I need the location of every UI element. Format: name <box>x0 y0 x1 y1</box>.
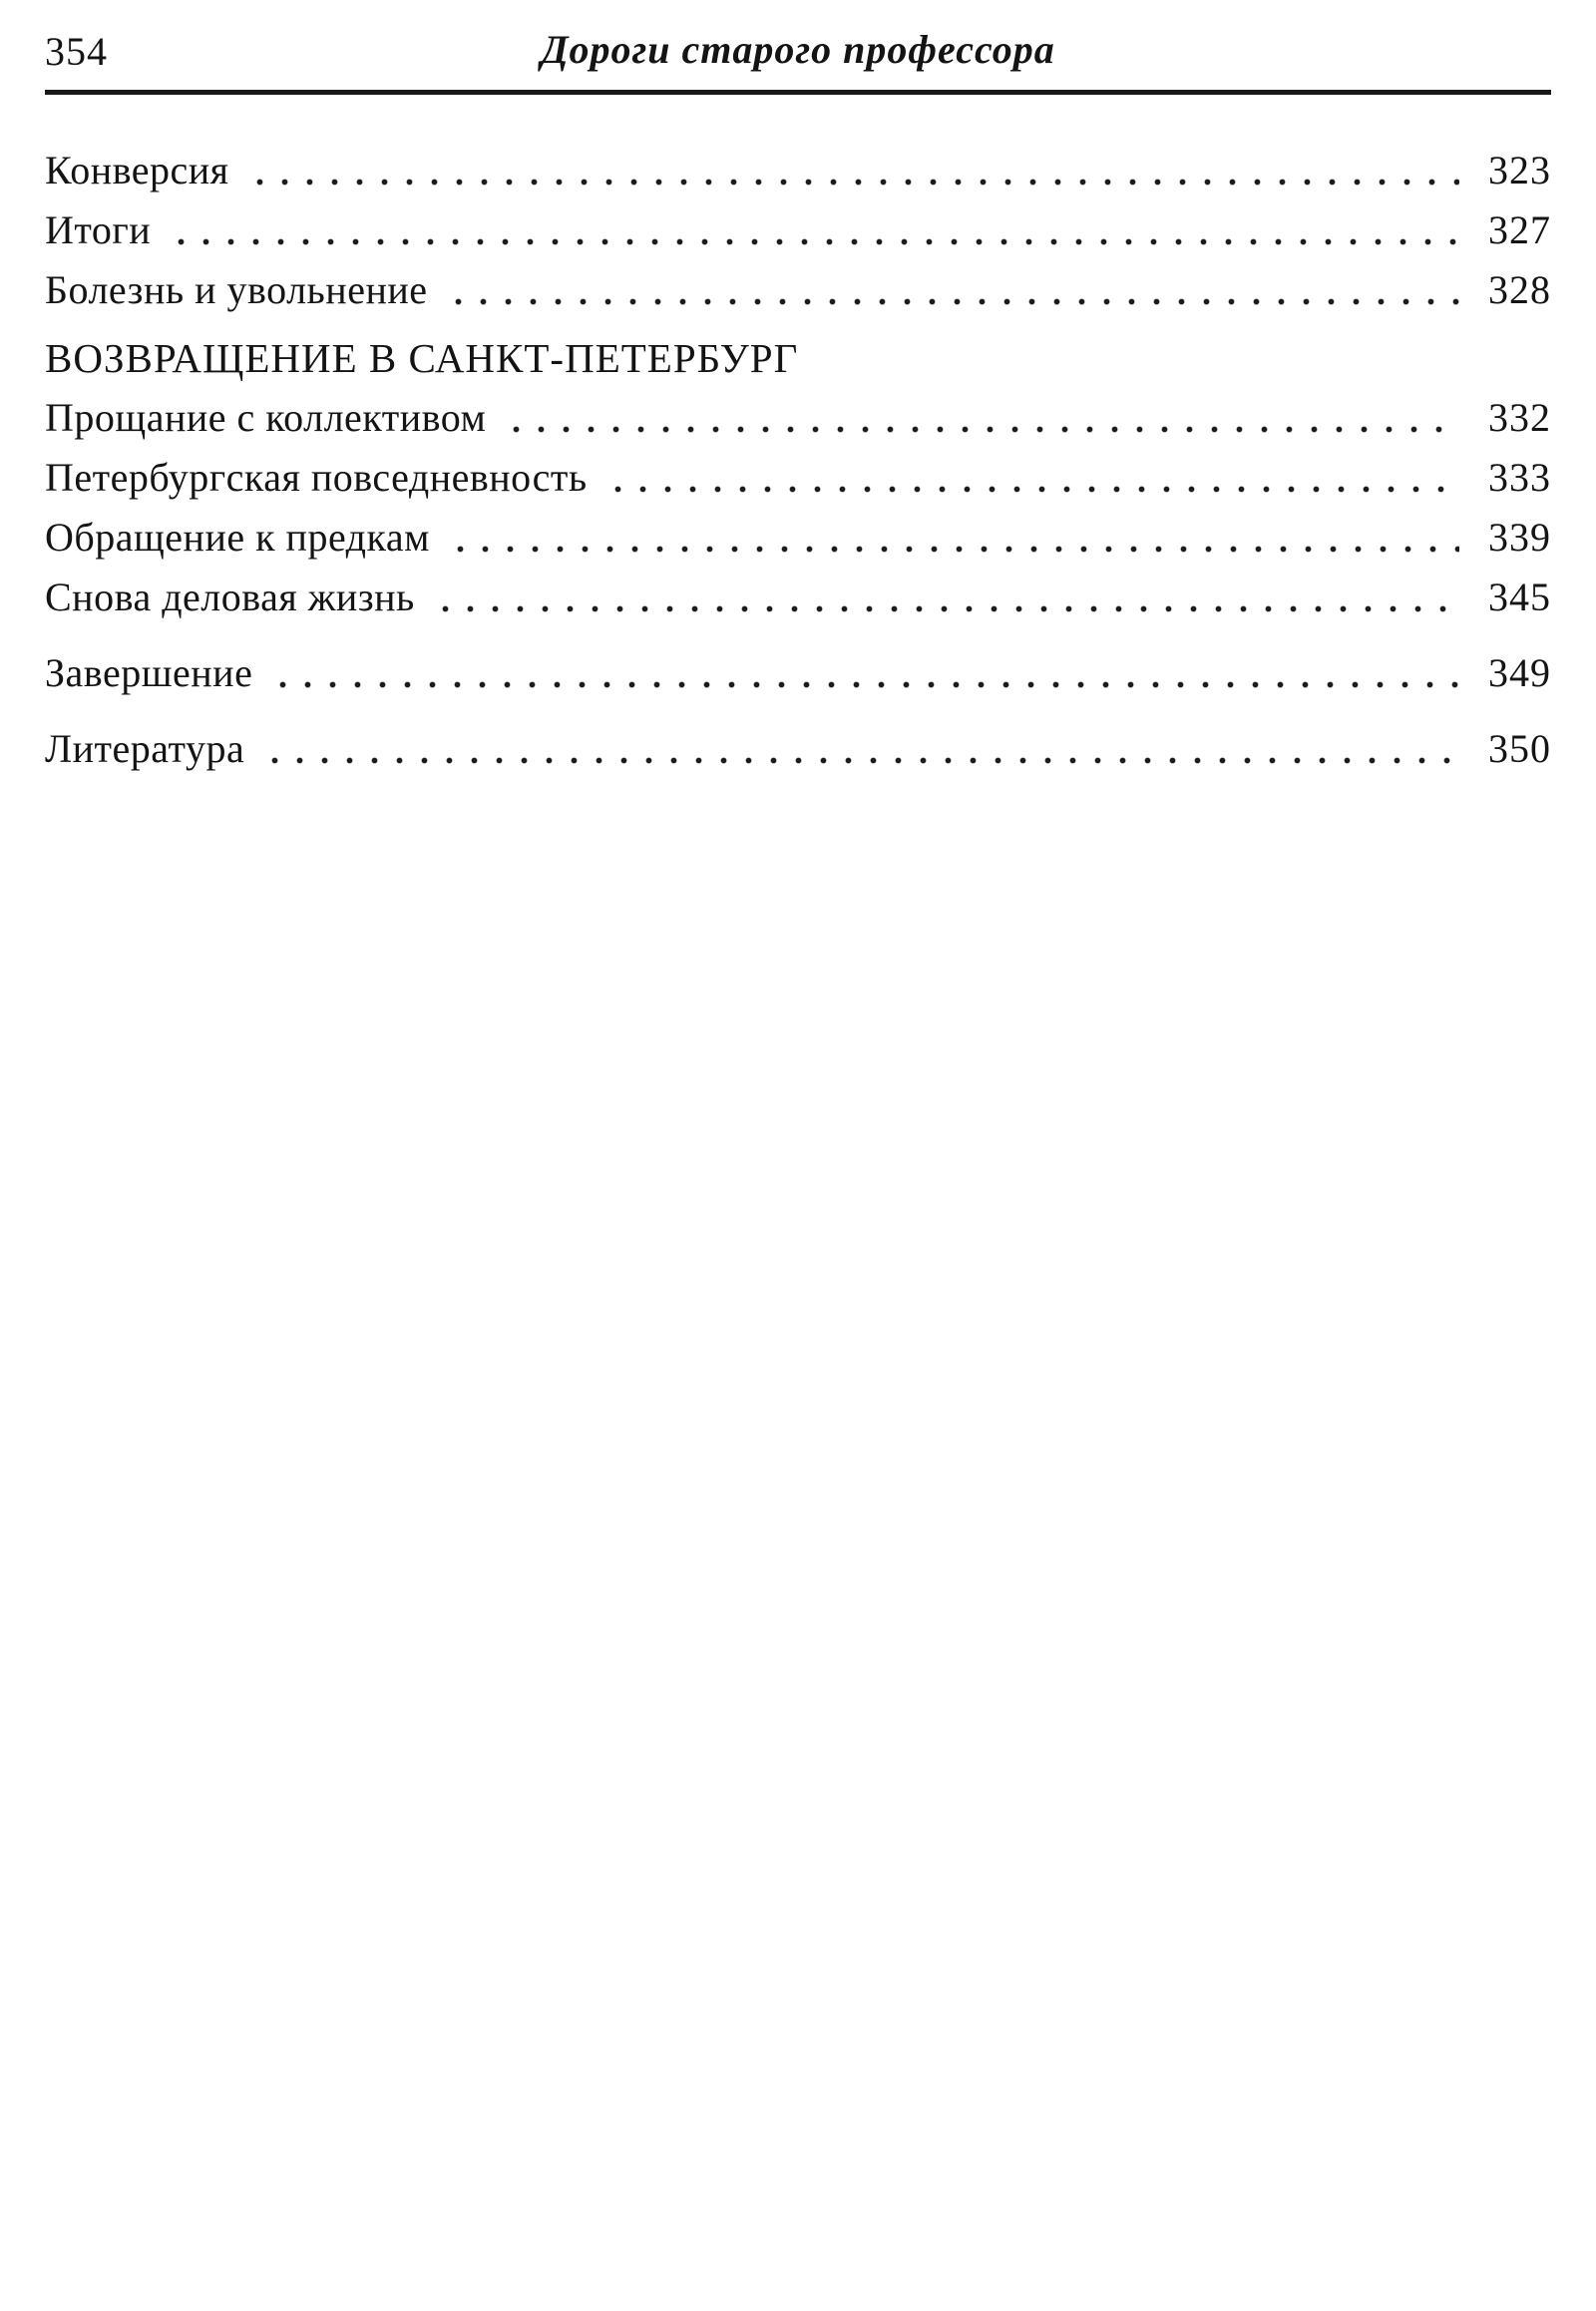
toc-entry-page-number: 328 <box>1488 267 1551 312</box>
dot-leader <box>268 643 1459 703</box>
toc-entry-label: Итоги <box>45 207 152 252</box>
toc-entry-label: Прощание с коллективом <box>45 395 487 440</box>
toc-entry <box>45 200 1551 260</box>
toc-entry <box>45 448 1551 508</box>
dot-leader <box>444 260 1459 320</box>
dot-leader <box>260 719 1459 779</box>
toc-entry-page-number: 332 <box>1488 395 1551 440</box>
toc-entry-label: Обращение к предкам <box>45 515 430 560</box>
toc-entry-label: Болезнь и увольнение <box>45 267 428 312</box>
toc-entry <box>45 260 1551 320</box>
toc-entry-label: Литература <box>45 726 245 771</box>
toc-entry-label: ВОЗВРАЩЕНИЕ В САНКТ-ПЕТЕРБУРГ <box>45 335 799 381</box>
dot-leader <box>431 568 1459 627</box>
toc-entry <box>45 643 1551 703</box>
dot-leader <box>446 508 1459 568</box>
toc-entry-page-number: 323 <box>1488 148 1551 193</box>
toc-entry-page-number: 345 <box>1488 575 1551 619</box>
toc-entry <box>45 508 1551 568</box>
page-number-folio: 354 <box>45 29 108 74</box>
toc-section-heading <box>45 328 1551 388</box>
toc-entry-label: Конверсия <box>45 148 229 193</box>
running-head-title: Дороги старого профессора <box>541 27 1055 72</box>
toc-entry-page-number: 349 <box>1488 650 1551 695</box>
toc-entry <box>45 568 1551 627</box>
toc-entry <box>45 719 1551 779</box>
toc-entry-page-number: 333 <box>1488 455 1551 500</box>
dot-leader <box>167 200 1459 260</box>
toc-entry <box>45 388 1551 448</box>
page-header <box>45 26 1551 95</box>
toc-entry-label: Завершение <box>45 650 253 695</box>
toc-entry-page-number: 339 <box>1488 515 1551 560</box>
dot-leader <box>245 141 1459 200</box>
toc-entry <box>45 141 1551 200</box>
toc-entry-page-number: 327 <box>1488 207 1551 252</box>
toc-list <box>45 141 1551 779</box>
toc-entry-page-number: 350 <box>1488 726 1551 771</box>
dot-leader <box>603 448 1459 508</box>
dot-leader <box>502 388 1459 448</box>
toc-entry-label: Петербургская повседневность <box>45 455 588 500</box>
toc-entry-label: Снова деловая жизнь <box>45 575 415 619</box>
